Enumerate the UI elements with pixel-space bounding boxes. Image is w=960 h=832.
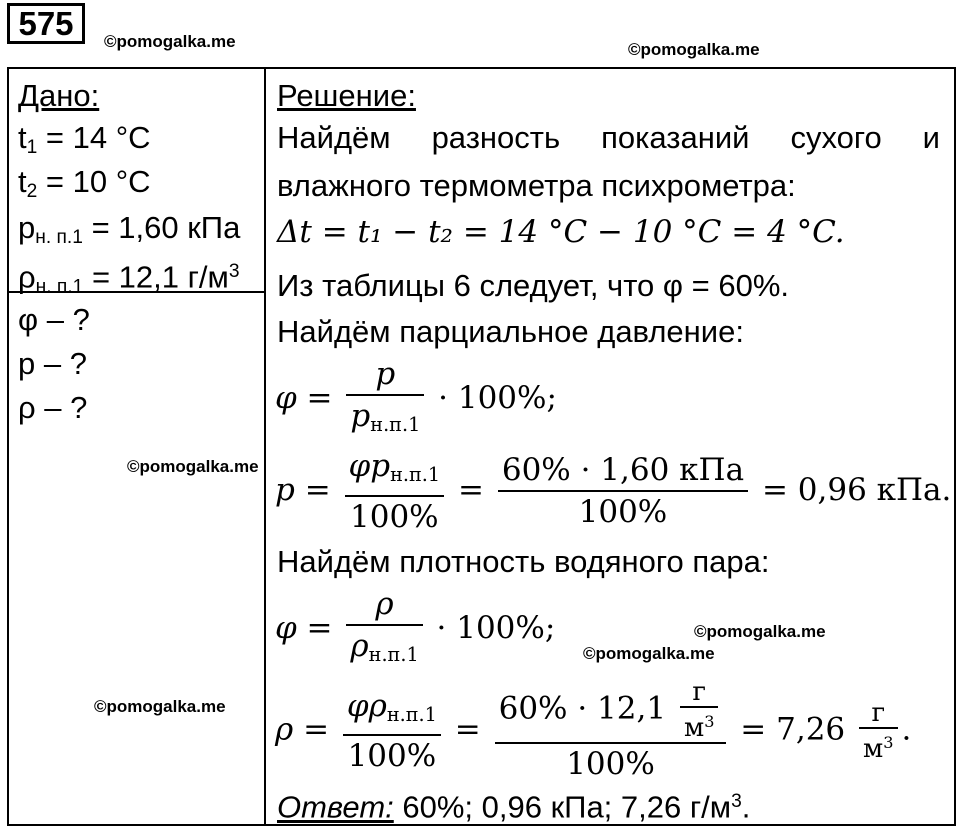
given-t1: $t_1 = 14$ °C <box>18 120 151 158</box>
watermark: ©pomogalka.me <box>94 697 226 716</box>
solution-header: Решение: <box>277 78 416 113</box>
given-p-np: $p_{н. п.1} = 1,60$ кПа <box>18 210 241 248</box>
find-p: p – ? <box>18 346 87 381</box>
delta-t-equation: Δt = t₁ − t₂ = 14 °C − 10 °C = 4 °C. <box>277 214 845 250</box>
given-t2: $t_2 = 10$ °C <box>18 164 151 202</box>
find-phi: φ – ? <box>18 302 90 337</box>
solution-line-1: Найдём разность показаний сухого и <box>277 120 940 155</box>
partial-pressure-header: Найдём парциальное давление: <box>277 314 744 349</box>
given-header: Дано: <box>18 78 100 113</box>
watermark: ©pomogalka.me <box>104 32 236 51</box>
density-formula: ρ = $\frac{\varphi\rho_{н.п.1}}{100\%}$ = 60% · 12,1 $\frac{г}{м^3}$ 100% = 7,26 $\frac{г}{м^3}$ . <box>275 677 912 782</box>
given-rho-np: $\rho_{н. п.1} = 12,1$ $г/м^3$ <box>18 259 240 298</box>
column-divider <box>264 67 266 826</box>
watermark: ©pomogalka.me <box>583 644 715 663</box>
table-line: Из таблицы 6 следует, что φ = 60%. <box>277 268 789 303</box>
density-header: Найдём плотность водяного пара: <box>277 544 770 579</box>
watermark: ©pomogalka.me <box>127 457 259 476</box>
phi-density-formula: φ = $\frac{\rho}{\rho_{н.п.1}}$ · 100%; <box>275 586 556 666</box>
find-rho: ρ – ? <box>18 390 88 425</box>
watermark: ©pomogalka.me <box>694 622 826 641</box>
problem-number: 575 <box>7 3 85 44</box>
answer-line: Ответ: 60%; 0,96 кПа; 7,26 $г/м^3$. <box>277 789 751 825</box>
watermark: ©pomogalka.me <box>628 40 760 59</box>
pressure-formula: p = $\frac{\varphi p_{н.п.1}}{100\%}$ = $\frac{\text{60\% · 1,60 кПа}}{100\%}$ = 0,96 кПа. <box>275 448 952 535</box>
solution-line-2: влажного термометра психрометра: <box>277 168 796 203</box>
phi-pressure-formula: φ = $\frac{p}{p_{н.п.1}}$ · 100%; <box>275 356 557 436</box>
answer-label: Ответ: <box>277 789 394 825</box>
